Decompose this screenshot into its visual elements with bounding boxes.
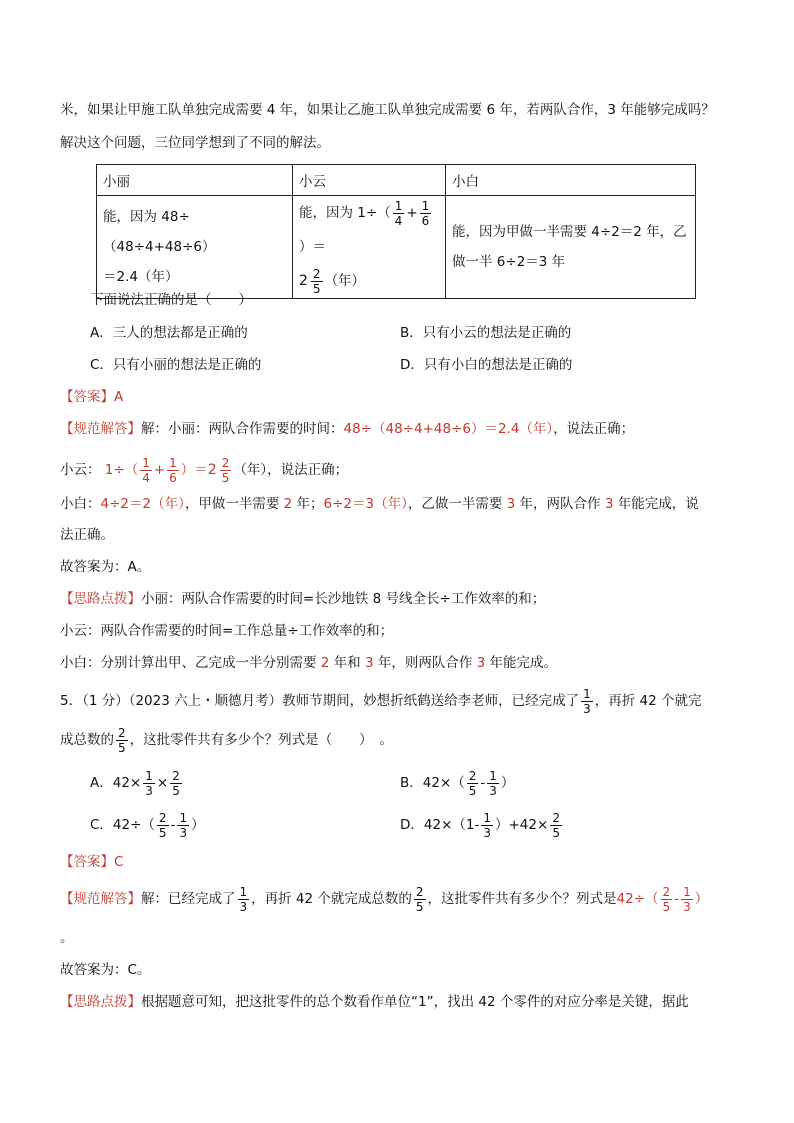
- q5-option-d: D．42×（1- $\frac{1}{3}$ ）+42× $\frac{2}{5}$: [400, 810, 560, 840]
- fraction-1-6: $\frac{1}{6}$: [421, 198, 430, 228]
- q4-answer: [60, 387, 123, 407]
- xiaoli-line1: 能，因为 48÷（48÷4+48÷6）: [103, 209, 216, 255]
- xiaoyun-expr-close: ）＝: [299, 239, 326, 255]
- q4-hint-line2: 小云：两队合作需要的时间=工作总量÷工作效率的和；: [60, 623, 394, 639]
- table-cell-xiaobai: [446, 196, 696, 299]
- q5-option-b: B．42×（ $\frac{2}{5}$ - $\frac{1}{3}$ ）: [400, 768, 515, 798]
- q5-option-a: A．42× $\frac{1}{3}$ × $\frac{2}{5}$: [90, 768, 180, 798]
- q4-solution-xiaoyun: 小云： 1÷（ $\frac{1}{4}$ + $\frac{1}{6}$ ）＝ 2 $\frac{2}{5}$ （年），说法正确；: [60, 455, 349, 485]
- answer-value: A: [114, 389, 124, 405]
- q4-hint-line1: 【思路点拨】小丽：两队合作需要的时间=长沙地铁 8 号线全长÷工作效率的和；: [60, 591, 546, 607]
- table-header-xiaoyun: 小云: [293, 165, 446, 196]
- q5-answer: 【答案】C: [60, 854, 124, 870]
- mixed-2-2-5: 2 $\frac{2}{5}$: [299, 266, 321, 296]
- answer-label: 【答案】: [60, 389, 114, 405]
- xiaoyun-expr-start: 能，因为 1÷（: [299, 205, 391, 221]
- q5-solution-end: 。: [60, 930, 74, 946]
- solutions-table: [96, 164, 696, 299]
- xiaoyun-year: （年）: [324, 273, 366, 289]
- q5-solution: 【规范解答】解：已经完成了 $\frac{1}{3}$ ，再折 42 个就完成总数的 $\frac{2}{5}$ ，这批零件共有多少个？列式是42÷（ $\frac{2}{5}$ - $\frac{1}{3}$ ）: [60, 884, 709, 914]
- xiaoli-line2: ＝2.4（年）: [103, 269, 179, 285]
- q4-option-b: B．只有小云的想法是正确的: [400, 325, 572, 341]
- table-header-xiaobai: 小白: [446, 165, 696, 196]
- q5-hint: 【思路点拨】根据题意可知，把这批零件的总个数看作单位“1”，找出 42 个零件的对应分率是关键，据此: [60, 994, 689, 1010]
- q5-option-c: C．42÷（ $\frac{2}{5}$ - $\frac{1}{3}$ ）: [90, 810, 205, 840]
- fraction-1-4: $\frac{1}{4}$: [394, 198, 403, 228]
- plus-sign: +: [406, 205, 418, 221]
- xiaobai-line2: 做一半 6÷2＝3 年: [452, 254, 566, 270]
- q5-stem-line1: 5．（1 分）（2023 六上・顺德月考）教师节期间，妙想折纸鹤送给李老师，已经完成了 $\frac{1}{3}$ ，再折 42 个就完: [60, 686, 702, 716]
- table-cell-xiaoli: [97, 196, 293, 299]
- q5-final: 故答案为：C。: [60, 962, 151, 978]
- q4-option-d: D．只有小白的想法是正确的: [400, 357, 573, 373]
- q4-intro-line1: 米，如果让甲施工队单独完成需要 4 年，如果让乙施工队单独完成需要 6 年，若两队合作，3 年能够完成吗？: [60, 102, 715, 118]
- q4-option-c: C．只有小丽的想法是正确的: [90, 357, 262, 373]
- table-header-xiaoli: 小丽: [97, 165, 293, 196]
- q4-option-a: A．三人的想法都是正确的: [90, 325, 248, 341]
- q4-hint-line3: 小白：分别计算出甲、乙完成一半分别需要 2 年和 3 年，则两队合作 3 年能完成。: [60, 655, 558, 671]
- q4-solution-xiaoli: 【规范解答】解：小丽：两队合作需要的时间：48÷（48÷4+48÷6）＝2.4（年），说法正确；: [60, 421, 635, 437]
- xiaobai-line1: 能，因为甲做一半需要 4÷2＝2 年，乙: [452, 224, 687, 240]
- q5-stem-line2: 成总数的 $\frac{2}{5}$ ，这批零件共有多少个？列式是（ ） 。: [60, 725, 393, 755]
- table-cell-xiaoyun: [293, 196, 446, 299]
- q4-solution-xiaobai-line2: 法正确。: [60, 527, 114, 543]
- q4-solution-xiaobai-line1: 小白：4÷2＝2（年），甲做一半需要 2 年；6÷2＝3（年），乙做一半需要 3 年，两队合作 3 年能完成，说: [60, 496, 699, 512]
- q4-final: 故答案为：A。: [60, 559, 151, 575]
- q4-intro-line2: 解决这个问题，三位同学想到了不同的解法。: [60, 135, 330, 151]
- q4-question: 下面说法正确的是（ ）: [90, 292, 252, 308]
